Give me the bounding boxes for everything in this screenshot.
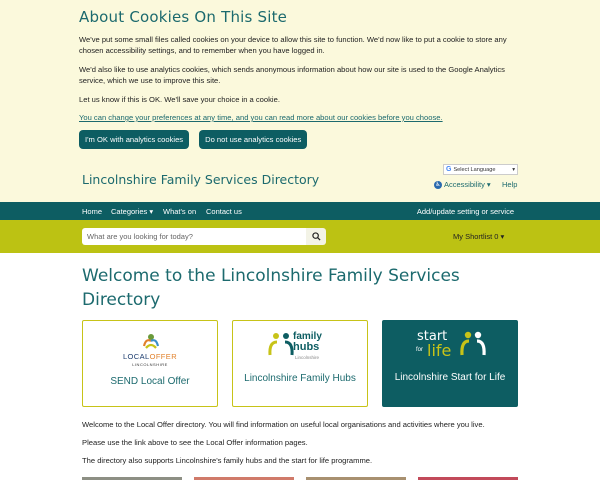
caret-down-icon: ▾ xyxy=(500,232,505,241)
accessibility-label: Accessibility xyxy=(444,180,485,189)
search-input[interactable]: What are you looking for today? xyxy=(82,228,306,245)
nav-categories[interactable] xyxy=(111,207,153,216)
nav-home[interactable]: Home xyxy=(82,207,103,216)
cookie-banner xyxy=(0,0,600,158)
logo-offer-text: OFFER xyxy=(149,352,178,361)
logo-family-text: family xyxy=(293,331,322,342)
nav-categories-label: Categories xyxy=(111,207,148,216)
card-start-for-life[interactable] xyxy=(382,320,518,407)
nav-add-update[interactable]: Add/update setting or service xyxy=(416,207,514,216)
logo-start-text: start xyxy=(417,329,448,344)
search-bar xyxy=(0,220,600,253)
language-select[interactable] xyxy=(443,164,518,175)
family-hubs-logo-icon xyxy=(267,330,295,360)
logo-hubs-text: hubs xyxy=(293,341,320,353)
page-title: Welcome to the Lincolnshire Family Services Directory xyxy=(82,266,460,310)
programme-text: The directory also supports Lincolnshire's family hubs and the start for life programme. xyxy=(82,456,373,465)
shortlist-button[interactable] xyxy=(453,232,504,241)
intro-text: Welcome to the Local Offer directory. You will find information on useful local organisations and activities where you live. xyxy=(82,420,485,429)
caret-down-icon: ▾ xyxy=(149,207,154,216)
decline-analytics-button[interactable]: Do not use analytics cookies xyxy=(199,130,307,149)
site-title[interactable]: Lincolnshire Family Services Directory xyxy=(82,172,320,187)
logo-local-text: LOCAL xyxy=(122,352,150,361)
logo-life-text: life xyxy=(427,341,452,360)
card-family-hubs[interactable] xyxy=(232,320,368,407)
search-icon xyxy=(312,232,321,241)
language-select-label: Select Language xyxy=(453,166,496,173)
cookie-preferences-link[interactable]: You can change your preferences at any time, and you can read more about our cookies before you choose. xyxy=(79,113,443,122)
cookie-title: About Cookies On This Site xyxy=(79,8,288,26)
chevron-down-icon: ▾ xyxy=(512,166,515,173)
accessibility-menu[interactable] xyxy=(434,180,491,189)
local-offer-text: Please use the link above to see the Local Offer information pages. xyxy=(82,438,308,447)
logo-lincolnshire-text: LINCOLNSHIRE xyxy=(132,362,168,367)
card-label: Lincolnshire Start for Life xyxy=(394,372,506,383)
card-send-local-offer[interactable] xyxy=(82,320,218,407)
nav-whats-on[interactable]: What's on xyxy=(163,207,197,216)
card-label: SEND Local Offer xyxy=(110,376,190,387)
cookie-text-1: We've put some small files called cookies on your device to allow this site to function. We'd now like to put a cookie to store any chosen accessibility settings, and to remember when you have logged in. xyxy=(79,35,507,55)
accessibility-icon: ♿ xyxy=(435,182,441,188)
site-header xyxy=(0,158,600,202)
cookie-text-2: We'd also like to use analytics cookies, which sends anonymous information about how our site is used to the Google Analytics service, which we use to improve this site. xyxy=(79,65,505,85)
main-nav xyxy=(0,202,600,220)
start-for-life-logo-icon xyxy=(459,329,487,359)
logo-for-text: for xyxy=(416,347,424,353)
card-label: Lincolnshire Family Hubs xyxy=(244,373,356,384)
nav-contact[interactable]: Contact us xyxy=(206,207,242,216)
logo-lincolnshire-text: Lincolnshire xyxy=(295,355,320,360)
search-button[interactable] xyxy=(306,228,326,245)
caret-down-icon: ▾ xyxy=(486,180,491,189)
shortlist-label: My Shortlist xyxy=(453,232,493,241)
shortlist-count: 0 xyxy=(494,232,499,241)
google-icon: G xyxy=(446,166,452,173)
accept-analytics-button[interactable]: I'm OK with analytics cookies xyxy=(79,130,189,149)
cookie-text-3: Let us know if this is OK. We'll save your choice in a cookie. xyxy=(79,95,280,104)
help-link[interactable]: Help xyxy=(502,180,518,189)
